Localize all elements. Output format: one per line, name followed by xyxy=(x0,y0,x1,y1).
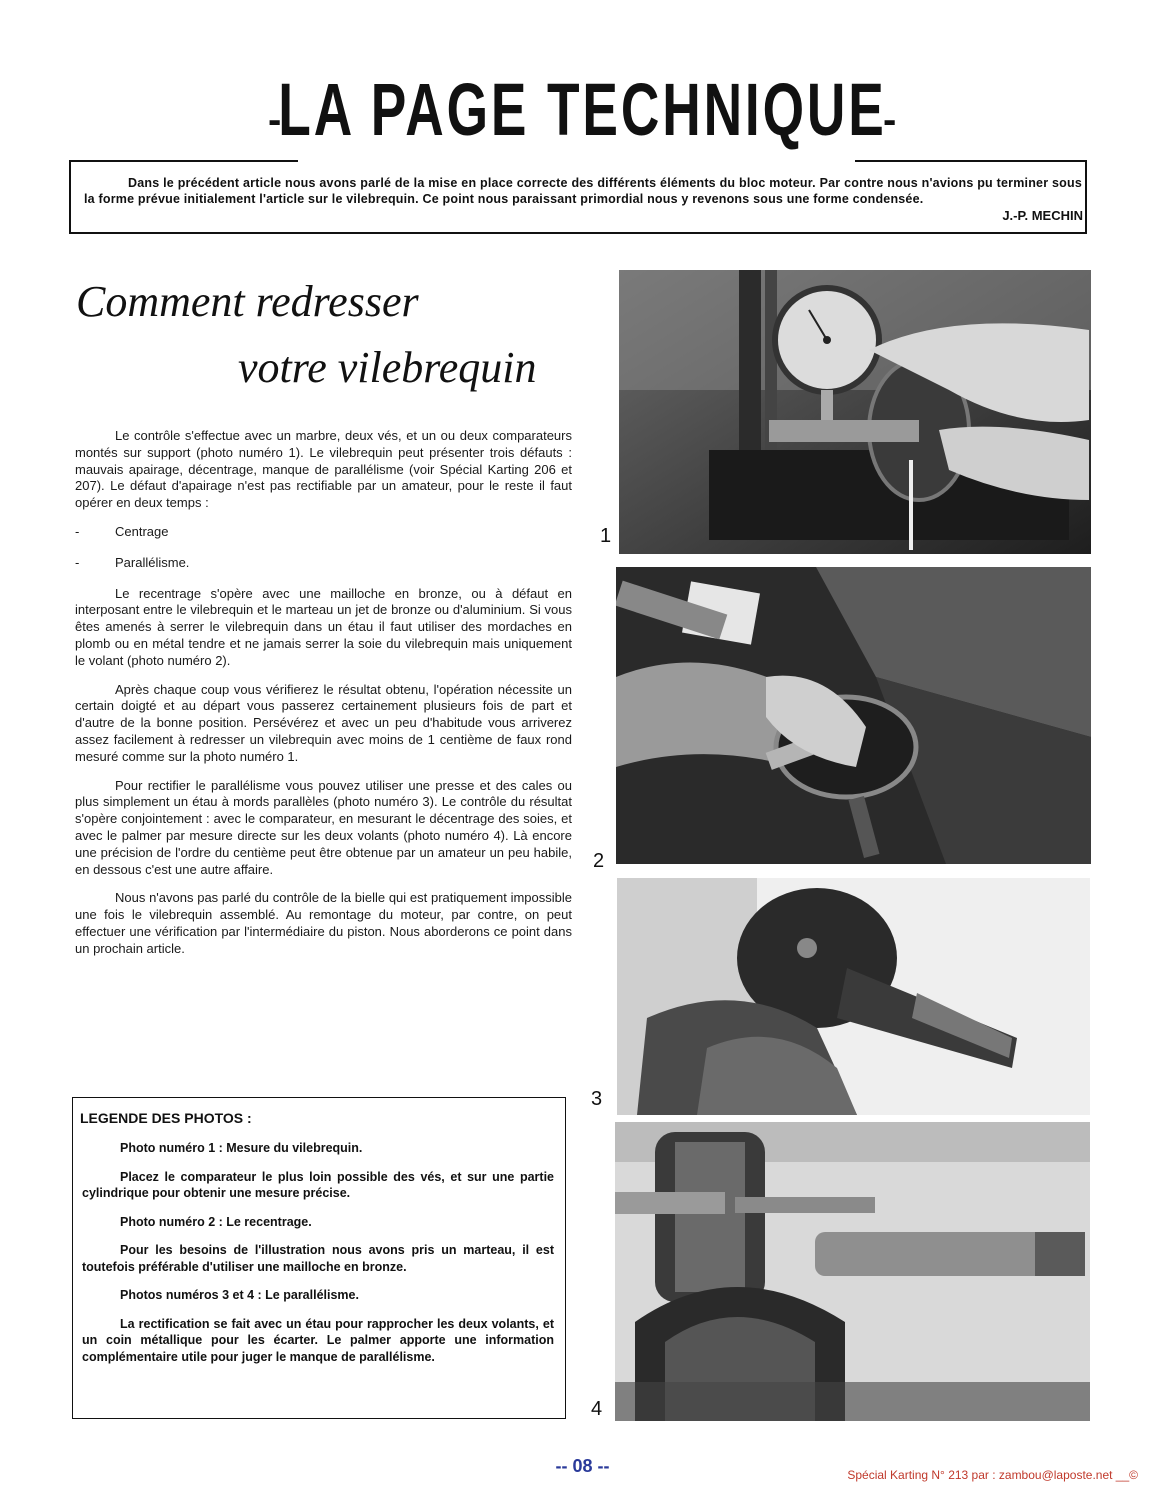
photo-number-2: 2 xyxy=(593,850,605,872)
article-paragraph-1: Le contrôle s'effectue avec un marbre, deux vés, et un ou deux comparateurs montés sur support (photo numéro 1). Le vilebrequin peut présenter trois défauts : mauvais apairage, décentrage, manque de parallélisme (voir Spécial Karting 206 et 207). Le défaut d'apairage n'est pas rectifiable par un amateur, pour le reste il faut opérer en deux temps : xyxy=(75,428,572,511)
list-item-parallelisme: - Parallélisme. xyxy=(75,555,572,572)
article-headline-line-1: Comment redresser xyxy=(76,277,419,326)
photo-parallelism-vise xyxy=(617,878,1090,1115)
photo-recentering xyxy=(616,567,1091,864)
photo-number-4: 4 xyxy=(591,1398,603,1420)
intro-author: J.-P. MECHIN xyxy=(1002,208,1083,223)
intro-text: Dans le précédent article nous avons parlé de la mise en place correcte des différents éléments du bloc moteur. Par contre nous n'avions pu terminer sous la forme prévue initialement l'article sur le vilebrequin. Ce point nous paraissant primordial nous y revenons sous une forme condensée. xyxy=(84,176,1082,206)
page-title: LA PAGE TECHNIQUE xyxy=(278,68,887,151)
article-paragraph-4: Pour rectifier le parallélisme vous pouvez utiliser une presse et des cales ou plus simplement un étau à mords parallèles (photo numéro 3). Le contrôle du résultat s'opère conjointement : avec le comparateur, en mesurant le décentrage des soies, et avec le palmer par mesure directe sur les deux volants (photo numéro 4). Là encore une précision de l'ordre du centième peut être obtenue par un amateur un peu habile, en dessous c'est une autre affaire. xyxy=(75,777,572,877)
legend-items xyxy=(82,1140,554,1377)
legend-title: LEGENDE DES PHOTOS : xyxy=(80,1110,252,1126)
legend-item-2-text: Pour les besoins de l'illustration nous avons pris un marteau, il est toutefois préférable d'utiliser une mailloche en bronze. xyxy=(82,1243,554,1274)
legend-item-1-text: Placez le comparateur le plus loin possible des vés, et sur une partie cylindrique pour obtenir une mesure précise. xyxy=(82,1169,554,1200)
legend-item-1-title: Photo numéro 1 : Mesure du vilebrequin. xyxy=(120,1141,363,1155)
photo-micrometer xyxy=(615,1122,1090,1421)
article-paragraph-2: Le recentrage s'opère avec une mailloche en bronze, ou à défaut en interposant entre le vilebrequin et le marteau un jet de bronze ou d'aluminium. Si vous êtes amenés à serrer le vilebrequin dans un étau il faut utiliser des mordaches en plomb ou en métal tendre et ne jamais serrer la soie du vilebrequin mais uniquement le volant (photo numéro 2). xyxy=(75,585,572,668)
header-dash-right: - xyxy=(883,98,897,142)
header-dash-left: - xyxy=(268,98,282,142)
legend-item-3-title: Photos numéros 3 et 4 : Le parallélisme. xyxy=(120,1288,359,1302)
legend-item-3-text: La rectification se fait avec un étau pour rapprocher les deux volants, et un coin métallique pour les écarter. Le palmer apporte une information complémentaire utile pour juger le manque de parallélisme. xyxy=(82,1316,554,1364)
photo-4-illustration xyxy=(615,1122,1090,1421)
article-headline-line-2: votre vilebrequin xyxy=(238,343,537,392)
article-body xyxy=(75,428,572,970)
list-item-centrage: - Centrage xyxy=(75,524,572,541)
photo-number-1: 1 xyxy=(600,525,612,547)
legend-item-2-title: Photo numéro 2 : Le recentrage. xyxy=(120,1214,312,1229)
footer-credit: Spécial Karting N° 213 par : zambou@laposte.net __© xyxy=(847,1468,1138,1482)
article-paragraph-5: Nous n'avons pas parlé du contrôle de la bielle qui est pratiquement impossible une fois le vilebrequin assemblé. Au remontage du moteur, par contre, on peut effectuer une vérification par l'intermédiaire du piston. Nous aborderons ce point dans un prochain article. xyxy=(75,890,572,956)
photo-3-illustration xyxy=(617,878,1090,1115)
photo-number-3: 3 xyxy=(591,1088,603,1110)
article-paragraph-3: Après chaque coup vous vérifierez le résultat obtenu, l'opération nécessite un certain doigté et au départ vous passerez certainement plusieurs fois de part et d'autre de la bonne position. Persévérez et avec un peu d'habitude vous arriverez assez facilement à redresser un vilebrequin avec moins de 1 centième de faux rond mesuré comme sur la photo numéro 1. xyxy=(75,681,572,764)
intro-box-top-gap xyxy=(298,156,855,164)
photo-2-illustration xyxy=(616,567,1091,864)
photo-dial-indicator xyxy=(619,270,1091,554)
page-number: -- 08 -- xyxy=(555,1456,610,1476)
photo-1-illustration xyxy=(619,270,1091,554)
